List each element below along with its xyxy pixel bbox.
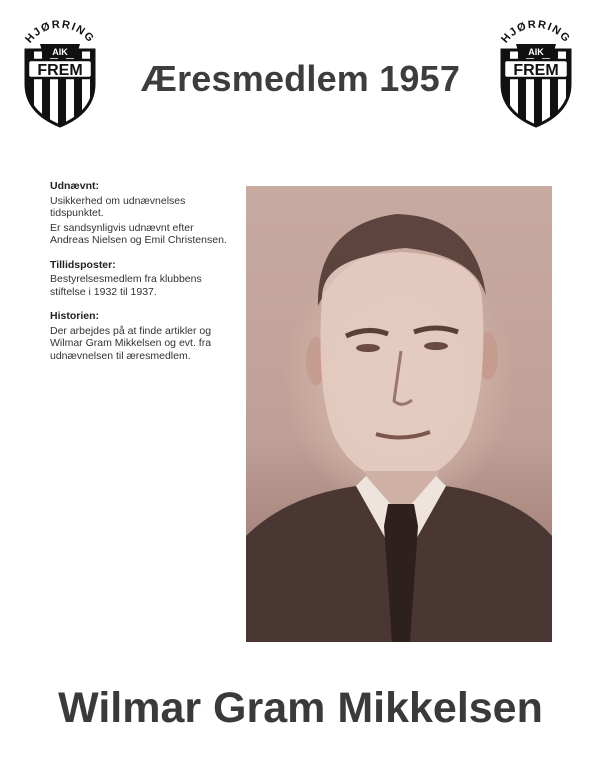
history-heading: Historien: bbox=[50, 310, 100, 322]
appointed-heading: Udnævnt: bbox=[50, 180, 99, 192]
svg-text:AIK: AIK bbox=[528, 47, 544, 57]
appointed-section bbox=[50, 180, 235, 247]
svg-text:FREM: FREM bbox=[37, 62, 83, 79]
appointed-line: Er sandsynligvis udnævnt efter Andreas Nielsen og Emil Christensen. bbox=[50, 221, 227, 246]
portrait-icon bbox=[246, 186, 552, 642]
positions-section bbox=[50, 259, 235, 299]
info-panel bbox=[50, 180, 235, 374]
portrait-photo bbox=[246, 186, 552, 642]
appointed-line: Usikkerhed om udnævnelses tidspunktet. bbox=[50, 194, 186, 219]
svg-text:HJØRRING: HJØRRING bbox=[23, 18, 97, 46]
history-line: Der arbejdes på at finde artikler og Wilmar Gram Mikkelsen og evt. fra udnævnelsen til æresmedlem. bbox=[50, 324, 212, 362]
svg-text:AIK: AIK bbox=[52, 47, 68, 57]
positions-heading: Tillidsposter: bbox=[50, 258, 116, 271]
svg-text:FREM: FREM bbox=[513, 62, 559, 79]
svg-text:HJØRRING: HJØRRING bbox=[499, 18, 573, 46]
page-title: Æresmedlem 1957 bbox=[140, 58, 461, 99]
history-section bbox=[50, 310, 235, 362]
member-name: Wilmar Gram Mikkelsen bbox=[58, 684, 543, 732]
positions-line: Bestyrelsesmedlem fra klubbens stiftelse i 1932 til 1937. bbox=[50, 273, 202, 298]
